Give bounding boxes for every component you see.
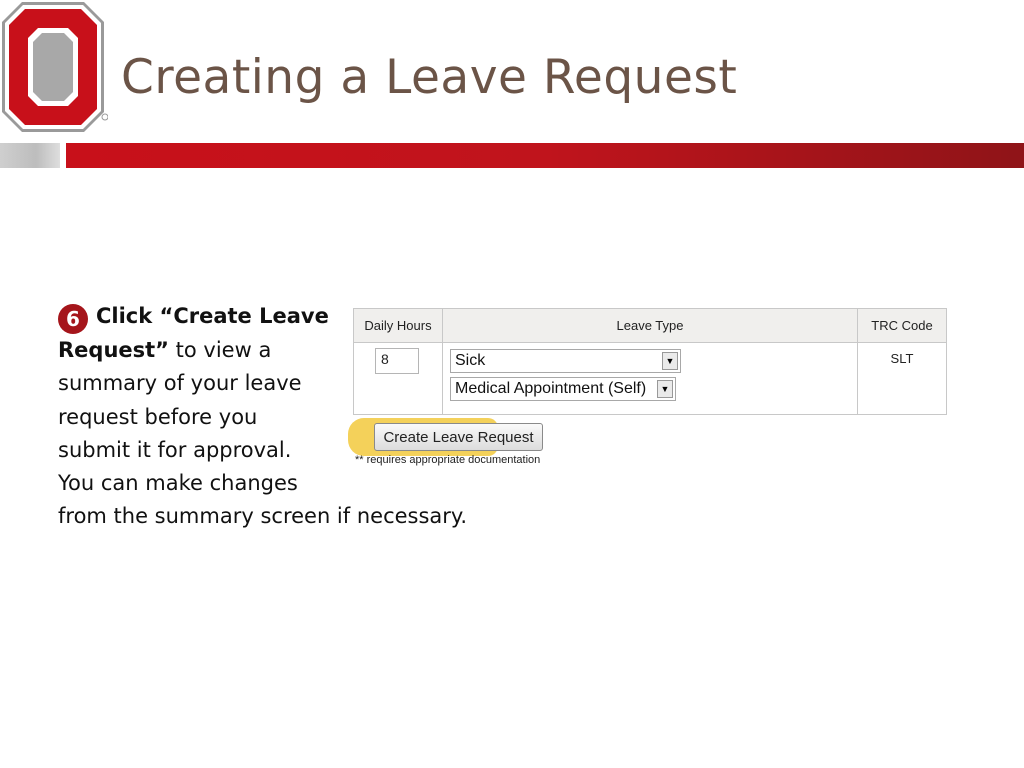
block-o-logo-icon [2,2,108,134]
column-header-daily-hours: Daily Hours [354,309,443,343]
leave-table [353,308,947,415]
leave-request-form-screenshot [348,305,950,475]
leave-type-cell [443,343,858,415]
instruction-line: submit it for approval. [58,437,292,462]
table-header-row [354,309,947,343]
dropdown-arrow-icon[interactable]: ▼ [657,380,673,398]
column-header-trc-code: TRC Code [858,309,947,343]
instruction-text: to view a [168,338,272,362]
create-leave-request-button[interactable]: Create Leave Request [374,423,543,451]
dropdown-arrow-icon[interactable]: ▼ [662,352,678,370]
slide-title: Creating a Leave Request [121,50,738,105]
header-bar-gray [0,143,60,168]
daily-hours-cell [354,343,443,415]
instruction-line: from the summary screen if necessary. [58,504,468,529]
instruction-line: You can make changes [58,471,298,496]
instruction-bold: Click “Create Leave [96,304,329,328]
leave-reason-value: Medical Appointment (Self) [455,380,647,397]
step-number-icon: 6 [58,304,88,334]
trc-code-value: SLT [890,351,914,366]
trc-code-cell [858,343,947,415]
leave-reason-select[interactable] [450,377,676,401]
leave-type-value: Sick [455,352,486,369]
leave-type-select[interactable] [450,349,681,373]
column-header-leave-type: Leave Type [443,309,858,343]
instruction-bold: Request” [58,338,169,362]
daily-hours-input[interactable]: 8 [375,348,419,374]
header-bar-red [66,143,1024,168]
instruction-line: summary of your leave [58,371,302,396]
documentation-note: ** requires appropriate documentation [355,454,541,466]
table-row [354,343,947,415]
instruction-line: request before you [58,404,258,429]
